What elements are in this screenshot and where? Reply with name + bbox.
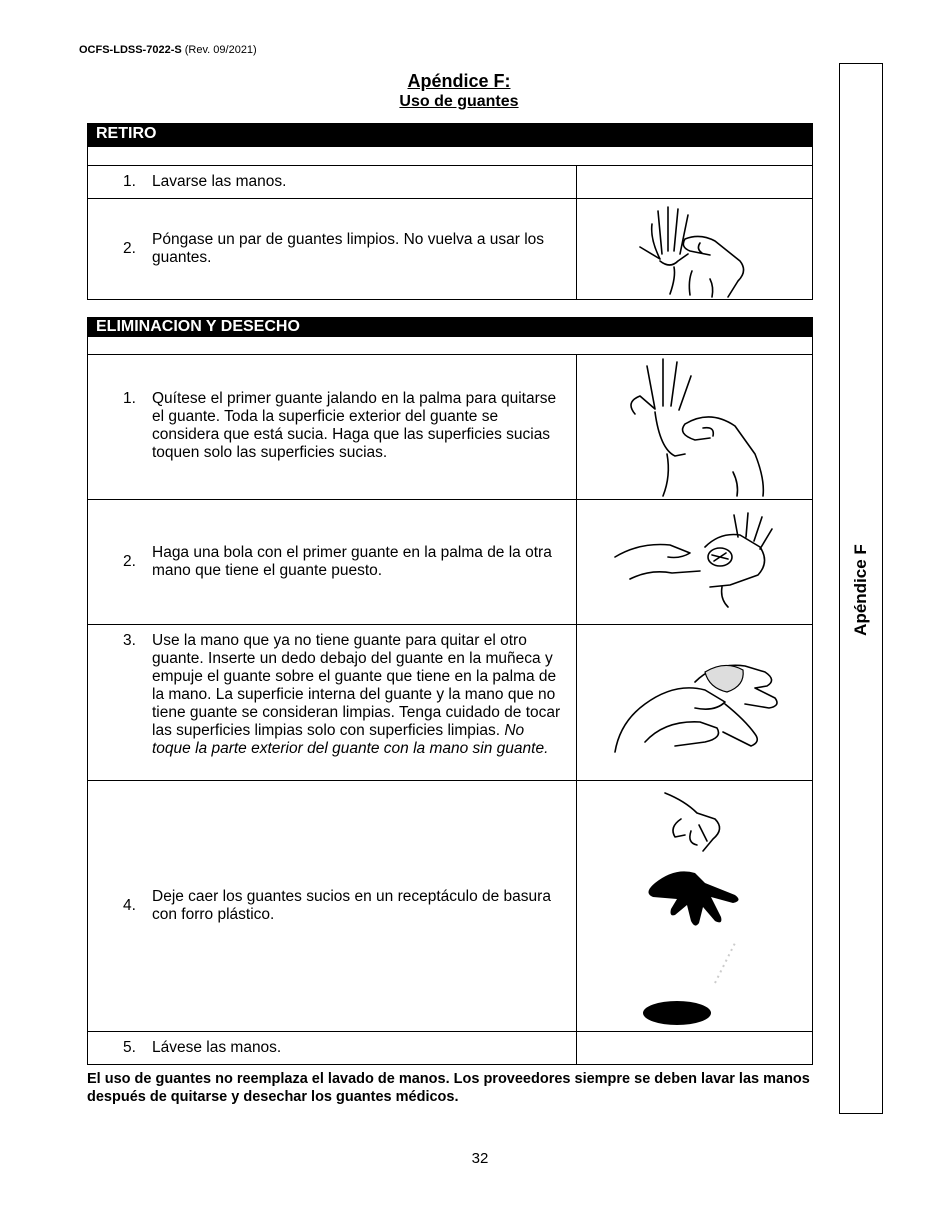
table-spacer-row bbox=[87, 147, 813, 166]
step-text: Lávese las manos. bbox=[152, 1038, 282, 1056]
page-subtitle: Uso de guantes bbox=[399, 93, 519, 110]
table-row bbox=[87, 354, 813, 500]
step-text: Use la mano que ya no tiene guante para quitar el otro guante. Inserte un dedo debajo del guante en la muñeca y empuje el guante sobre el guante que tiene en la palma de la mano. La superficie interna del guante y la mano que no tiene guante se consideran limpias. Tenga cuidado de tocar las superficies limpias solo con superficies limpias. No toque la parte exterior del guante con la mano sin guante. bbox=[152, 632, 561, 757]
step-text: Lavarse las manos. bbox=[152, 172, 287, 190]
table-row bbox=[87, 1031, 813, 1065]
page-number: 32 bbox=[471, 1150, 489, 1167]
step-number: 4. bbox=[123, 896, 136, 914]
pulling-glove-palm-illustration bbox=[577, 354, 812, 499]
table-row bbox=[87, 780, 813, 1032]
page-title: Apéndice F: bbox=[407, 71, 511, 91]
step-number: 5. bbox=[123, 1038, 136, 1056]
step-text: Póngase un par de guantes limpios. No vuelva a usar los guantes. bbox=[152, 230, 545, 266]
form-code: OCFS-LDSS-7022-S (Rev. 09/2021) bbox=[79, 44, 257, 56]
table-row bbox=[87, 165, 813, 199]
putting-on-gloves-illustration bbox=[577, 198, 812, 299]
step-text: Quítese el primer guante jalando en la palma para quitarse el guante. Toda la superficie exterior del guante se considera que está sucia. Haga que las superficies sucias toquen solo las superficies sucias. bbox=[152, 390, 557, 461]
footer-note: El uso de guantes no reemplaza el lavado de manos. Los proveedores siempre se deben lavar las manos después de quitarse y desechar los guantes médicos. bbox=[87, 1071, 810, 1105]
step-number: 3. bbox=[123, 632, 136, 649]
step-number: 1. bbox=[123, 172, 136, 190]
dropping-gloves-illustration bbox=[577, 780, 812, 1031]
side-tab-label: Apéndice F bbox=[851, 544, 870, 636]
section-heading-retiro: RETIRO bbox=[87, 123, 813, 147]
table-row bbox=[87, 624, 813, 781]
section-heading-eliminacion: ELIMINACION Y DESECHO bbox=[87, 317, 813, 337]
step-number: 2. bbox=[123, 552, 136, 570]
step-number: 2. bbox=[123, 239, 136, 257]
step-number: 1. bbox=[123, 390, 136, 407]
table-row bbox=[87, 499, 813, 625]
balled-glove-illustration bbox=[577, 499, 812, 624]
step-text: Haga una bola con el primer guante en la palma de la otra mano que tiene el guante puesto. bbox=[152, 543, 552, 579]
removing-second-glove-illustration bbox=[577, 624, 812, 780]
table-row bbox=[87, 198, 813, 300]
table-spacer-row bbox=[87, 337, 813, 355]
step-text: Deje caer los guantes sucios en un receptáculo de basura con forro plástico. bbox=[152, 887, 551, 923]
